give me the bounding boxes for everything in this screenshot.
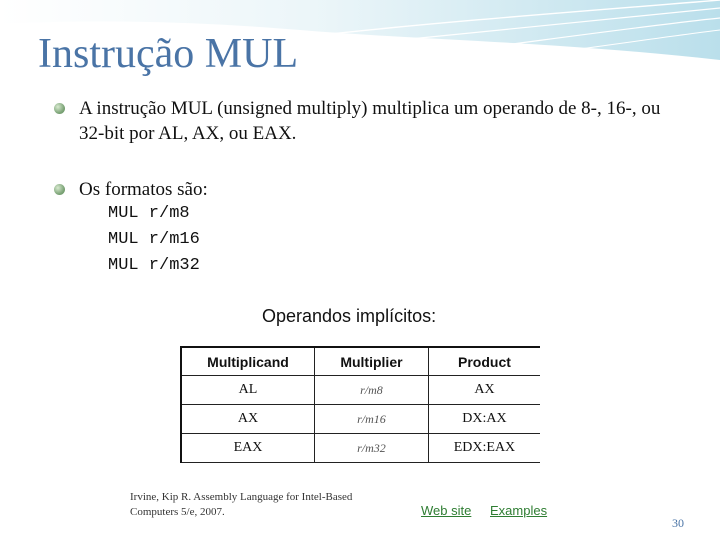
table-cell: r/m16: [315, 405, 429, 434]
table-header-row: [181, 347, 540, 376]
table-cell: r/m32: [315, 434, 429, 463]
code-line: MUL r/m16: [108, 230, 200, 249]
table-cell: AL: [181, 376, 315, 405]
table-header-cell: Product: [428, 347, 540, 376]
code-line: MUL r/m8: [108, 204, 190, 223]
citation: Irvine, Kip R. Assembly Language for Intel-Based Computers 5/e, 2007.: [130, 491, 353, 518]
table-cell: DX:AX: [428, 405, 540, 434]
table-cell: r/m8: [315, 376, 429, 405]
table-row: [181, 405, 540, 434]
table-header-cell: Multiplier: [315, 347, 429, 376]
table-cell: AX: [181, 405, 315, 434]
bullet-icon: [54, 103, 65, 114]
examples-link[interactable]: Examples: [490, 503, 548, 518]
table-row: [181, 376, 540, 405]
bullet-text: A instrução MUL (unsigned multiply) multiplica um operando de 8-, 16-, ou 32-bit por AL, AX, ou EAX.: [79, 98, 661, 144]
table-header-cell: Multiplicand: [181, 347, 315, 376]
table-row: [181, 434, 540, 463]
operands-table: [180, 346, 540, 463]
table-caption: Operandos implícitos:: [262, 306, 437, 326]
web-site-link[interactable]: Web site: [421, 503, 472, 518]
page-number: 30: [672, 516, 684, 530]
code-line: MUL r/m32: [108, 256, 200, 275]
table-cell: EDX:EAX: [428, 434, 540, 463]
table-cell: EAX: [181, 434, 315, 463]
table-cell: AX: [428, 376, 540, 405]
bullet-icon: [54, 184, 65, 195]
bullet-text: Os formatos são:: [79, 179, 208, 200]
slide-title: Instrução MUL: [38, 31, 299, 77]
